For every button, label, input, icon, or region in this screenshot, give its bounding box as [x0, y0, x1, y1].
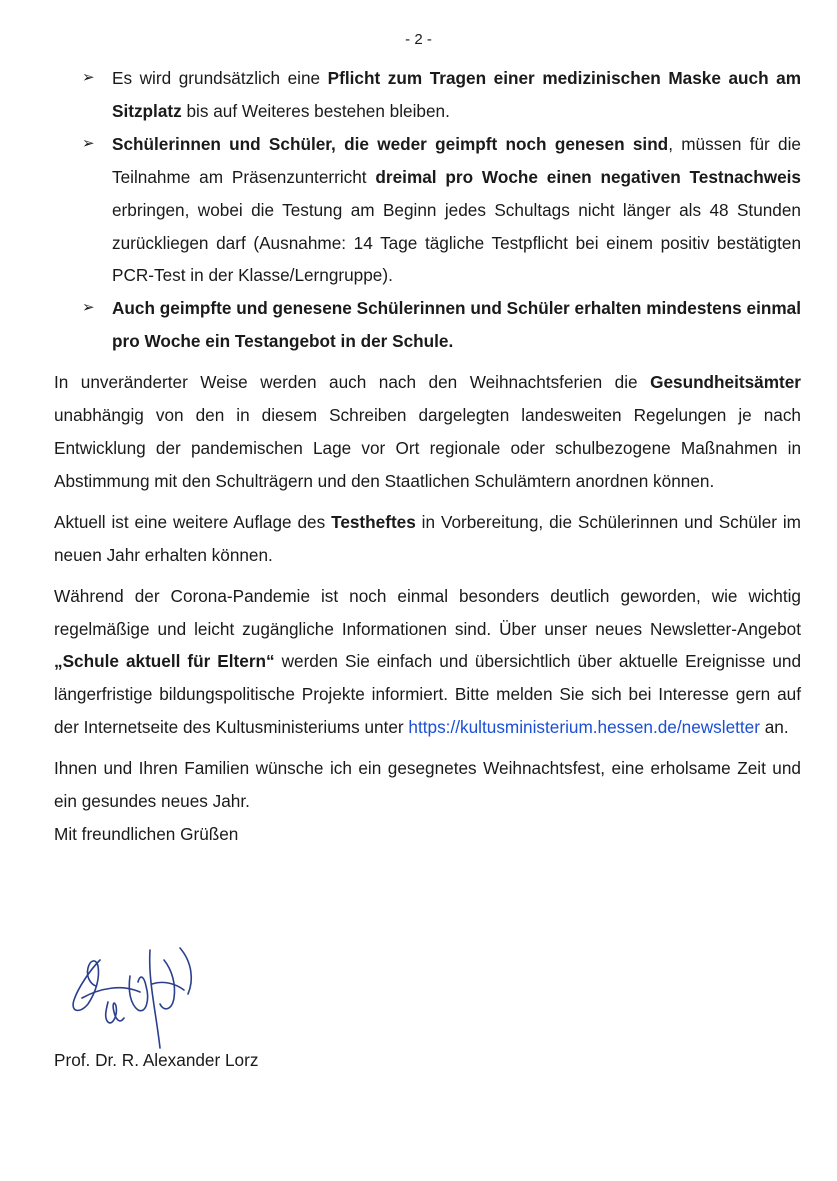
paragraph-bold: Testheftes — [331, 511, 416, 532]
bullet-text: Es wird grundsätzlich eine — [112, 68, 328, 88]
arrow-bullet-icon: ➢ — [82, 134, 95, 152]
paragraph-greetings: Ihnen und Ihren Familien wünsche ich ein gesegnetes Weihnachtsfest, eine erholsame Zeit und ein gesundes neues Jahr. — [54, 758, 801, 812]
paragraph-text: unabhängig von den in diesem Schreiben dargelegten landesweiten Regelungen je nach Entwicklung der pandemischen Lage vor Ort regionale oder schulbezogene Maßnahmen in Abstimmung mit den Schulträgern und den Staatlichen Schulämtern anordnen können. — [54, 405, 801, 491]
bullet-item-testing — [54, 128, 801, 293]
bullet-text: , müssen für die Teilnahme am Präsenzunterricht — [112, 133, 801, 187]
paragraph-health-offices — [54, 366, 801, 498]
arrow-bullet-icon: ➢ — [82, 69, 95, 86]
paragraph-text: In unveränderter Weise werden auch nach den Weihnachtsferien die — [54, 372, 651, 393]
bullet-bold: Auch geimpfte und genesene Schülerinnen und Schüler erhalten mindestens einmal pro Woche ein Testangebot in der Schule. — [112, 298, 801, 352]
bullet-bold: dreimal pro Woche einen negativen Testnachweis — [375, 166, 801, 187]
signer-name: Prof. Dr. R. Alexander Lorz — [54, 1050, 259, 1070]
paragraph-bold: Gesundheitsämter — [650, 372, 801, 393]
closing-salutation: Mit freundlichen Grüßen — [54, 823, 239, 844]
newsletter-link[interactable]: https://kultusministerium.hessen.de/newsletter — [408, 717, 760, 738]
bullet-bold: Pflicht zum Tragen einer medizinischen Maske auch am Sitzplatz — [112, 68, 802, 121]
paragraph-text: Aktuell ist eine weitere Auflage des — [54, 511, 332, 532]
paragraph-bold: „Schule aktuell für Eltern“ — [54, 651, 275, 672]
arrow-bullet-icon: ➢ — [82, 299, 95, 317]
bullet-text: erbringen, wobei die Testung am Beginn jedes Schultags nicht länger als 48 Stunden zurückliegen darf (Ausnahme: 14 Tage tägliche Testpflicht bei einem positiv bestätigten PCR-Test in der Klasse/Lerngruppe). — [112, 199, 801, 286]
paragraph-text: werden Sie einfach und übersichtlich über aktuelle Ereignisse und längerfristige bildungspolitische Projekte informiert. Bitte melden Sie sich bei Interesse gern auf der Internetseite des Kultusministeriums unter — [54, 651, 801, 738]
signature-image — [60, 940, 210, 1050]
bullet-item-test-offer — [54, 292, 801, 358]
paragraph-newsletter — [54, 580, 801, 745]
paragraph-text: Während der Corona-Pandemie ist noch einmal besonders deutlich geworden, wie wichtig regelmäßige und leicht zugängliche Informationen sind. Über unser neues Newsletter-Angebot — [54, 585, 801, 639]
bullet-bold: Schülerinnen und Schüler, die weder geimpft noch genesen sind — [112, 133, 669, 154]
paragraph-text: an. — [759, 717, 789, 738]
page-number: - 2 - — [405, 31, 432, 48]
bullet-list — [54, 62, 801, 358]
bullet-text: bis auf Weiteres bestehen bleiben. — [181, 100, 450, 121]
paragraph-text: in Vorbereitung, die Schülerinnen und Schüler im neuen Jahr erhalten können. — [54, 511, 801, 565]
letter-body — [54, 62, 801, 851]
bullet-item-mask — [54, 62, 801, 128]
paragraph-test-booklet — [54, 506, 801, 572]
